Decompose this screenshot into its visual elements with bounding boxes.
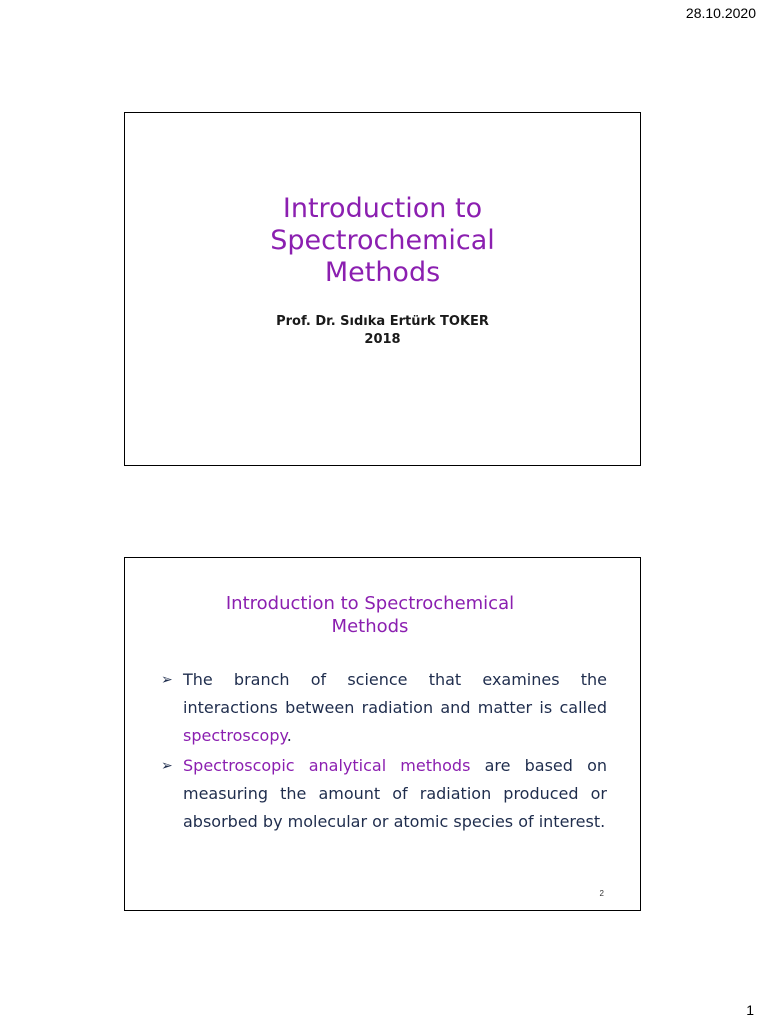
slide-1-title-line-2: Spectrochemical — [270, 225, 495, 256]
slide-2-title-line-2: Methods — [331, 616, 409, 637]
arrow-bullet-icon: ➢ — [161, 758, 173, 774]
slide-2-title-line-1: Introduction to Spectrochemical — [225, 593, 515, 614]
slide-1-title-line-3: Methods — [324, 257, 441, 288]
slide-1-author-block — [125, 313, 640, 349]
bullet-1-highlight: spectroscopy — [183, 726, 287, 745]
page-number: 1 — [746, 1002, 754, 1018]
slide-1-title — [125, 193, 640, 289]
author-name: Prof. Dr. Sıdıka Ertürk TOKER — [276, 314, 489, 329]
bullet-1-text-end: . — [286, 726, 292, 745]
slide-number: 2 — [599, 889, 604, 898]
author-year: 2018 — [364, 332, 401, 347]
bullet-2-text: are based on measuring the amount of radiation produced or absorbed by molecular or atomic species of interest. — [183, 756, 608, 831]
bullet-item-2 — [161, 752, 607, 836]
print-date: 28.10.2020 — [685, 5, 756, 21]
slide-2-title — [165, 592, 575, 638]
slide-1 — [124, 112, 641, 466]
bullet-1-text: The branch of science that examines the interactions between radiation and matter is called — [183, 670, 607, 717]
slide-1-title-line-1: Introduction to — [282, 193, 483, 224]
bullet-list — [161, 666, 607, 838]
slide-2 — [124, 557, 641, 911]
arrow-bullet-icon: ➢ — [161, 672, 173, 688]
bullet-item-1 — [161, 666, 607, 750]
bullet-2-highlight: Spectroscopic analytical methods — [183, 756, 471, 775]
